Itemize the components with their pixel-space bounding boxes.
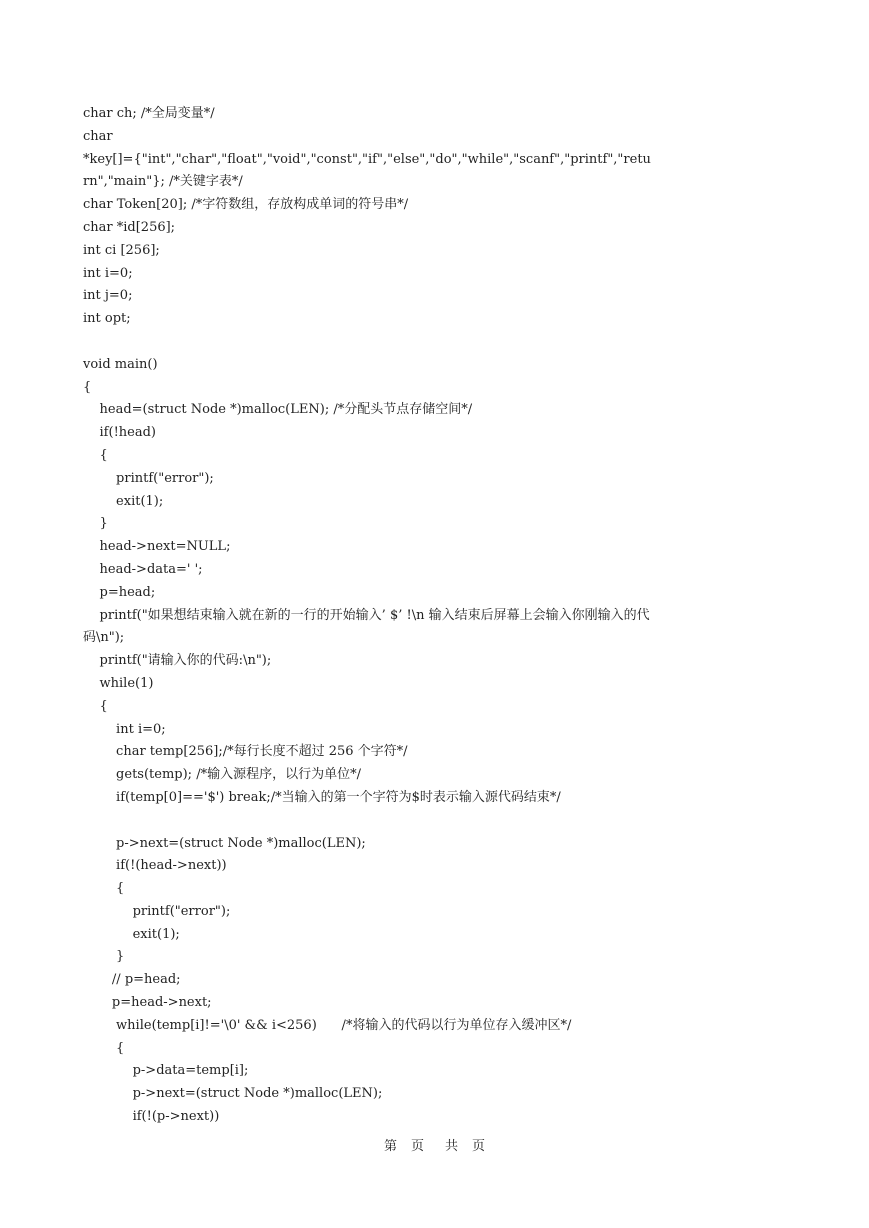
code-line: char *id[256];	[83, 219, 176, 235]
code-line: head=(struct Node *)malloc(LEN); /*分配头节点存储空间*/	[83, 402, 473, 418]
footer-page-label: 第	[383, 1139, 397, 1154]
code-line: if(!head)	[83, 425, 157, 441]
code-line: // p=head;	[83, 972, 181, 988]
code-line: {	[83, 379, 92, 395]
footer-total-label: 共	[445, 1139, 459, 1154]
code-line: int i=0;	[83, 265, 133, 281]
code-line: char Token[20]; /*字符数组，存放构成单词的符号串*/	[83, 197, 409, 213]
code-line: printf("请输入你的代码:\n");	[83, 653, 272, 669]
code-line: }	[83, 949, 125, 965]
code-line: void main()	[83, 356, 158, 372]
footer-total-unit: 页	[472, 1139, 486, 1154]
code-line: {	[83, 881, 125, 897]
code-line: p->next=(struct Node *)malloc(LEN);	[83, 835, 366, 851]
code-line: {	[83, 698, 108, 714]
code-line	[83, 331, 793, 354]
code-line: char ch; /*全局变量*/	[83, 106, 215, 121]
code-line: printf("如果想结束输入就在新的一行的开始输入’ $’ !\n 输入结束后屏幕上会输入你刚输入的代	[83, 607, 650, 623]
code-line: {	[83, 1040, 125, 1056]
page-footer	[0, 1138, 869, 1156]
code-line: 码\n");	[83, 630, 125, 646]
code-line: int i=0;	[83, 721, 166, 737]
code-line: char temp[256];/*每行长度不超过 256 个字符*/	[83, 744, 408, 760]
code-line: head->data=' ';	[83, 561, 203, 577]
code-line: *key[]={"int","char","float","void","const","if","else","do","while","scanf","printf","retu	[83, 151, 651, 167]
code-line: rn","main"}; /*关键字表*/	[83, 174, 243, 190]
code-line: p=head;	[83, 584, 156, 600]
code-block	[83, 103, 793, 1129]
code-line: exit(1);	[83, 926, 180, 942]
code-line: gets(temp); /*输入源程序，以行为单位*/	[83, 767, 361, 783]
code-line	[83, 810, 793, 833]
code-line: int j=0;	[83, 288, 133, 304]
code-line: printf("error");	[83, 470, 214, 486]
code-line: printf("error");	[83, 903, 231, 919]
code-line: exit(1);	[83, 493, 164, 509]
code-line: int opt;	[83, 311, 131, 327]
code-line: p=head->next;	[83, 995, 212, 1011]
code-line: if(!(head->next))	[83, 858, 227, 874]
code-line: if(temp[0]=='$') break;/*当输入的第一个字符为$时表示输入源代码结束*/	[83, 789, 561, 805]
code-line: if(!(p->next))	[83, 1109, 220, 1125]
code-line: while(temp[i]!='\0' && i<256) /*将输入的代码以行为单位存入缓冲区*/	[83, 1017, 572, 1033]
code-line: while(1)	[83, 675, 154, 691]
code-line: p->next=(struct Node *)malloc(LEN);	[83, 1086, 383, 1102]
code-line: int ci [256];	[83, 242, 160, 258]
code-line: head->next=NULL;	[83, 539, 231, 555]
code-line: }	[83, 516, 108, 532]
footer-page-unit: 页	[410, 1139, 424, 1154]
code-line: {	[83, 447, 108, 463]
code-line: p->data=temp[i];	[83, 1063, 249, 1079]
code-line: char	[83, 128, 113, 144]
